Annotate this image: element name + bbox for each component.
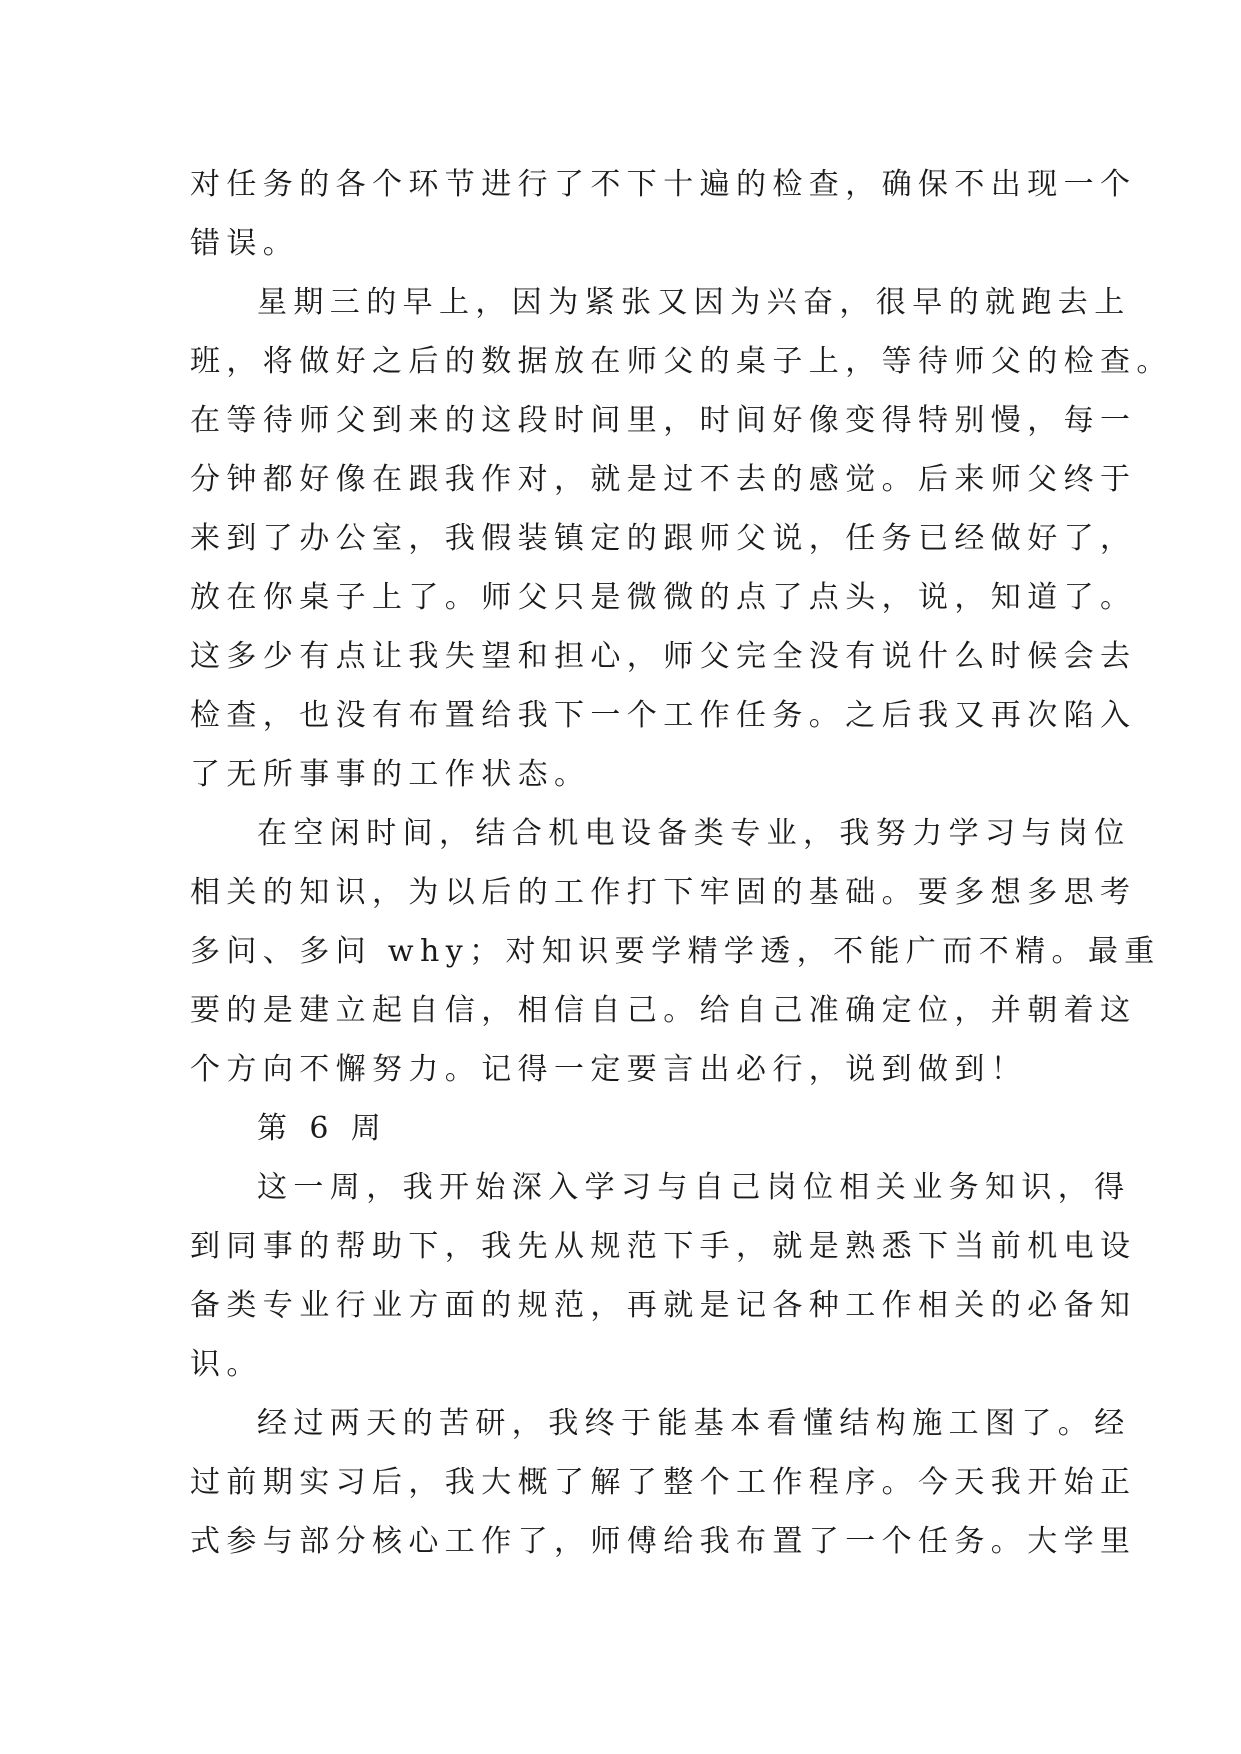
- text-line: 式参与部分核心工作了，师傅给我布置了一个任务。大学里: [190, 1524, 1137, 1559]
- text-line: 在等待师父到来的这段时间里，时间好像变得特别慢，每一: [190, 403, 1137, 438]
- text-line: 分钟都好像在跟我作对，就是过不去的感觉。后来师父终于: [190, 462, 1137, 497]
- text-line: 个方向不懈努力。记得一定要言出必行，说到做到！: [190, 1052, 1028, 1087]
- text-line: 了无所事事的工作状态。: [190, 757, 591, 792]
- text-line: 识。: [190, 1347, 263, 1382]
- paragraph-start-line: 这一周，我开始深入学习与自己岗位相关业务知识，得: [257, 1170, 1131, 1205]
- text-line: 放在你桌子上了。师父只是微微的点了点头，说，知道了。: [190, 580, 1137, 615]
- text-line: 到同事的帮助下，我先从规范下手，就是熟悉下当前机电设: [190, 1229, 1137, 1264]
- text-line: 相关的知识，为以后的工作打下牢固的基础。要多想多思考: [190, 875, 1137, 910]
- text-line: 检查，也没有布置给我下一个工作任务。之后我又再次陷入: [190, 698, 1137, 733]
- text-line: 错误。: [190, 226, 300, 261]
- paragraph-start-line: 星期三的早上，因为紧张又因为兴奋，很早的就跑去上: [257, 285, 1131, 320]
- text-line: 备类专业行业方面的规范，再就是记各种工作相关的必备知: [190, 1288, 1137, 1323]
- section-heading: 第 6 周: [257, 1111, 388, 1146]
- text-line: 来到了办公室，我假装镇定的跟师父说，任务已经做好了，: [190, 521, 1137, 556]
- text-line: 要的是建立起自信，相信自己。给自己准确定位，并朝着这: [190, 993, 1137, 1028]
- text-line: 对任务的各个环节进行了不下十遍的检查，确保不出现一个: [190, 167, 1137, 202]
- text-line: 过前期实习后，我大概了解了整个工作程序。今天我开始正: [190, 1465, 1137, 1500]
- text-line: 这多少有点让我失望和担心，师父完全没有说什么时候会去: [190, 639, 1137, 674]
- paragraph-start-line: 在空闲时间，结合机电设备类专业，我努力学习与岗位: [257, 816, 1131, 851]
- text-line: 班，将做好之后的数据放在师父的桌子上，等待师父的检查。: [190, 344, 1173, 379]
- paragraph-start-line: 经过两天的苦研，我终于能基本看懂结构施工图了。经: [257, 1406, 1131, 1441]
- text-line: 多问、多问 why；对知识要学精学透，不能广而不精。最重: [190, 934, 1161, 969]
